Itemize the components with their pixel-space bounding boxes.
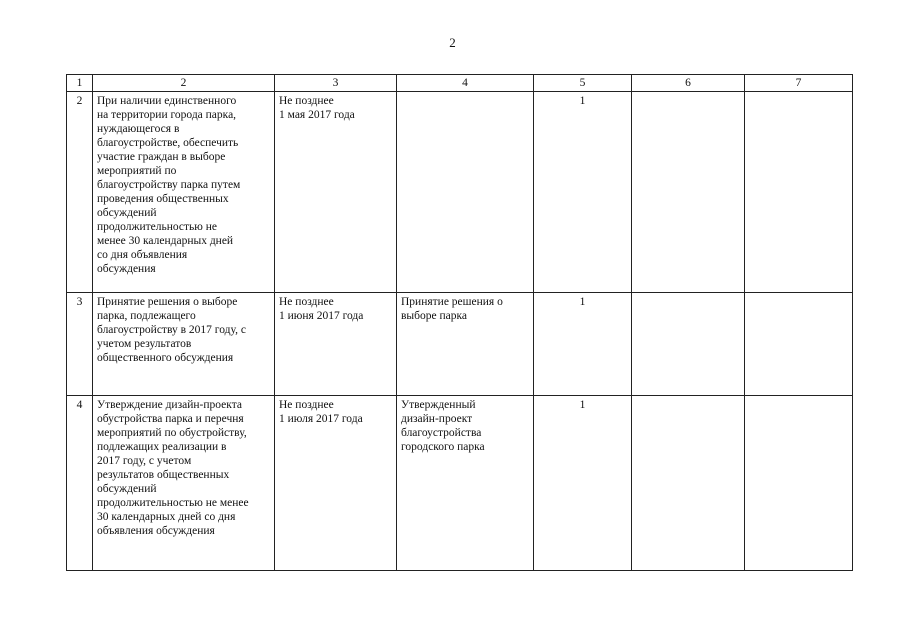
result-cell: Принятие решения о выборе парка: [397, 293, 534, 396]
header-col-1: 1: [67, 75, 93, 92]
deadline-cell: Не позднее 1 июня 2017 года: [275, 293, 397, 396]
action-cell: При наличии единственного на территории города парка, нуждающегося в благоустройстве, обеспечить участие граждан в выборе мероприятий по благоустройству парка путем проведения общественных обсуждений продолжительностью не менее 30 календарных дней со дня объявления обсуждения: [93, 92, 275, 293]
action-cell: Утверждение дизайн-проекта обустройства парка и перечня мероприятий по обустройству, подлежащих реализации в 2017 году, с учетом результатов общественных обсуждений продолжительностью не менее 30 календарных дней со дня объявления обсуждения: [93, 396, 275, 571]
col7-cell: [745, 92, 853, 293]
row-number: 2: [67, 92, 93, 293]
table-row: [67, 293, 853, 396]
header-row: [67, 75, 853, 92]
header-col-4: 4: [397, 75, 534, 92]
table-row: [67, 396, 853, 571]
col6-cell: [632, 92, 745, 293]
col5-cell: 1: [534, 293, 632, 396]
header-col-7: 7: [745, 75, 853, 92]
col6-cell: [632, 396, 745, 571]
header-col-2: 2: [93, 75, 275, 92]
col7-cell: [745, 293, 853, 396]
header-col-3: 3: [275, 75, 397, 92]
result-cell: [397, 92, 534, 293]
result-cell: Утвержденный дизайн-проект благоустройства городского парка: [397, 396, 534, 571]
plan-table: [66, 74, 853, 571]
col5-cell: 1: [534, 396, 632, 571]
table-row: [67, 92, 853, 293]
col7-cell: [745, 396, 853, 571]
page-number: 2: [449, 35, 456, 50]
col5-cell: 1: [534, 92, 632, 293]
col6-cell: [632, 293, 745, 396]
row-number: 4: [67, 396, 93, 571]
deadline-cell: Не позднее 1 мая 2017 года: [275, 92, 397, 293]
action-cell: Принятие решения о выборе парка, подлежащего благоустройству в 2017 году, с учетом результатов общественного обсуждения: [93, 293, 275, 396]
header-col-6: 6: [632, 75, 745, 92]
deadline-cell: Не позднее 1 июля 2017 года: [275, 396, 397, 571]
header-col-5: 5: [534, 75, 632, 92]
row-number: 3: [67, 293, 93, 396]
